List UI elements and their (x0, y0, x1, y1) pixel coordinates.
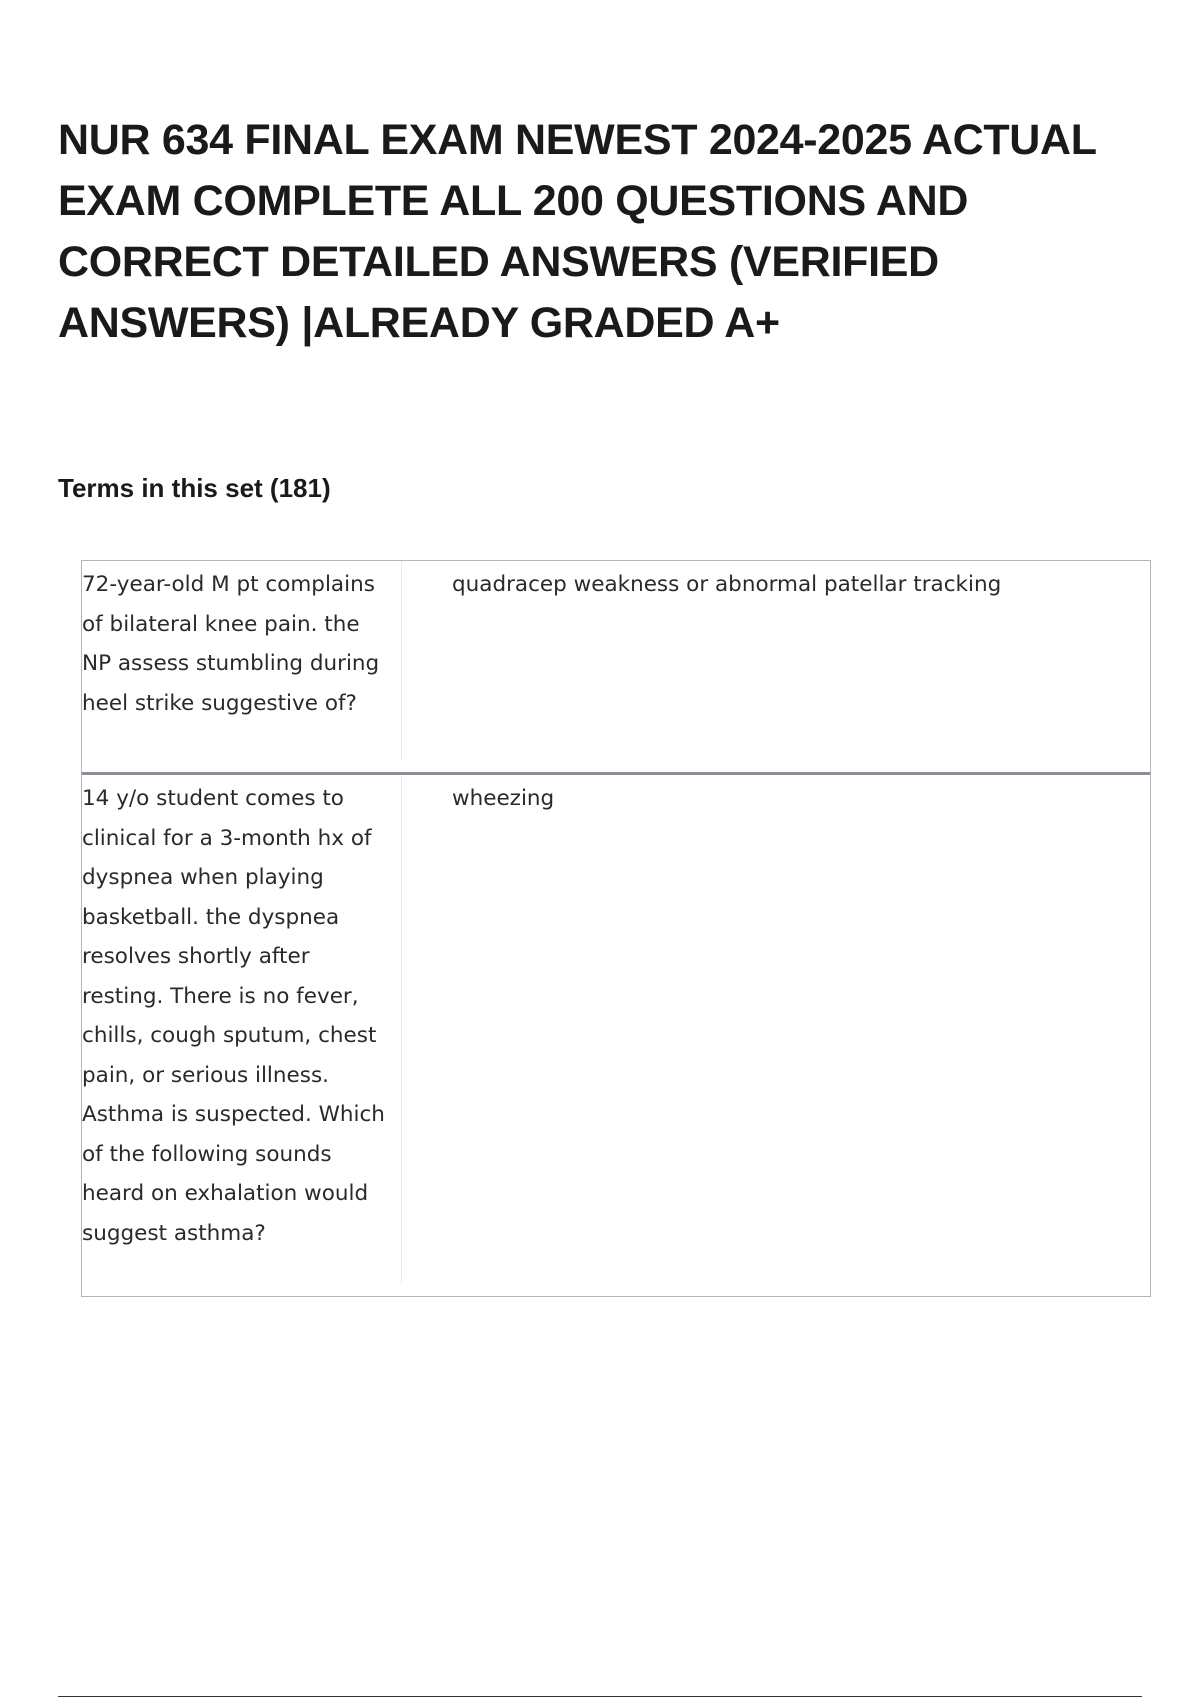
term-question: 72-year-old M pt complains of bilateral knee pain. the NP assess stumbling during heel strike suggestive of? (82, 561, 402, 760)
term-answer: wheezing (452, 786, 555, 811)
terms-count-heading: Terms in this set (181) (58, 473, 331, 503)
term-row (82, 775, 1150, 1296)
term-answer: quadracep weakness or abnormal patellar tracking (452, 572, 1002, 597)
terms-table (81, 560, 1151, 1297)
page-bottom-divider (58, 1696, 1142, 1697)
term-question: 14 y/o student comes to clinical for a 3-month hx of dyspnea when playing basketball. the dyspnea resolves shortly after resting. There is no fever, chills, cough sputum, chest pain, or serious illness. Asthma is suspected. Which of the following sounds heard on exhalation would suggest asthma? (82, 775, 402, 1284)
document-title: NUR 634 FINAL EXAM NEWEST 2024-2025 ACTUAL EXAM COMPLETE ALL 200 QUESTIONS AND CORRECT DETAILED ANSWERS (VERIFIED ANSWERS) |ALREADY GRADED A+ (58, 116, 1096, 347)
term-row (82, 561, 1150, 775)
